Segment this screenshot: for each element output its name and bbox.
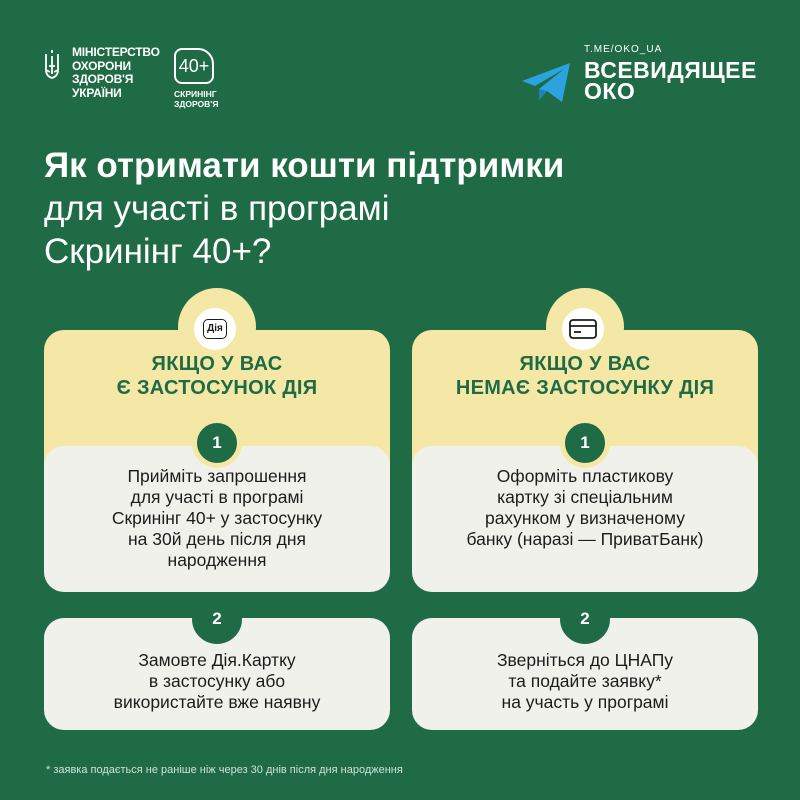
card-icon bbox=[569, 319, 597, 339]
diia-logo-text: Дія bbox=[203, 319, 227, 339]
ministry-logo bbox=[44, 46, 162, 100]
step-text-2: Зверніться до ЦНАПу та подайте заявку* на участь у програмі bbox=[496, 650, 674, 712]
title-line-1: Як отримати кошти підтримки bbox=[44, 146, 565, 185]
channel-url: T.ME/OKO_UA bbox=[584, 44, 663, 55]
step-text-1: Прийміть запрошення для участі в програмі Скринінг 40+ у застосунку на 30й день після дня народження bbox=[111, 466, 323, 570]
step-text-1: Оформіть пластикову картку зі спеціальним рахунком у визначеному банку (наразі — ПриватБанк) bbox=[466, 466, 704, 549]
screening-caption: СКРИНІНГ ЗДОРОВ'Я bbox=[174, 89, 219, 109]
page-title bbox=[44, 144, 744, 273]
header bbox=[0, 0, 800, 140]
step-number-2: 2 bbox=[192, 594, 242, 644]
trident-icon bbox=[44, 50, 60, 80]
channel-name: ВСЕВИДЯЩЕЕ ОКО bbox=[584, 57, 757, 104]
screening-badge: 40+ bbox=[174, 48, 214, 84]
telegram-icon bbox=[520, 62, 572, 104]
step-number-1: 1 bbox=[560, 418, 610, 468]
ministry-name: МІНІСТЕРСТВО ОХОРОНИ ЗДОРОВ'Я УКРАЇНИ bbox=[72, 45, 160, 100]
title-line-3: Скринінг 40+? bbox=[44, 232, 272, 271]
title-line-2: для участі в програмі bbox=[44, 189, 390, 228]
bank-card-icon bbox=[562, 308, 604, 350]
step-text-2: Замовте Дія.Картку в застосунку або використайте вже наявну bbox=[113, 650, 321, 712]
step-number-1: 1 bbox=[192, 418, 242, 468]
column-heading: ЯКЩО У ВАС Є ЗАСТОСУНОК ДІЯ bbox=[116, 353, 318, 399]
column-without-diia bbox=[412, 288, 758, 728]
column-heading: ЯКЩО У ВАС НЕМАЄ ЗАСТОСУНКУ ДІЯ bbox=[455, 353, 715, 399]
step-number-2: 2 bbox=[560, 594, 610, 644]
column-with-diia bbox=[44, 288, 390, 728]
diia-app-icon bbox=[194, 308, 236, 350]
screening-logo bbox=[174, 48, 234, 109]
footnote: * заявка подається не раніше ніж через 30 днів після дня народження bbox=[46, 764, 403, 776]
